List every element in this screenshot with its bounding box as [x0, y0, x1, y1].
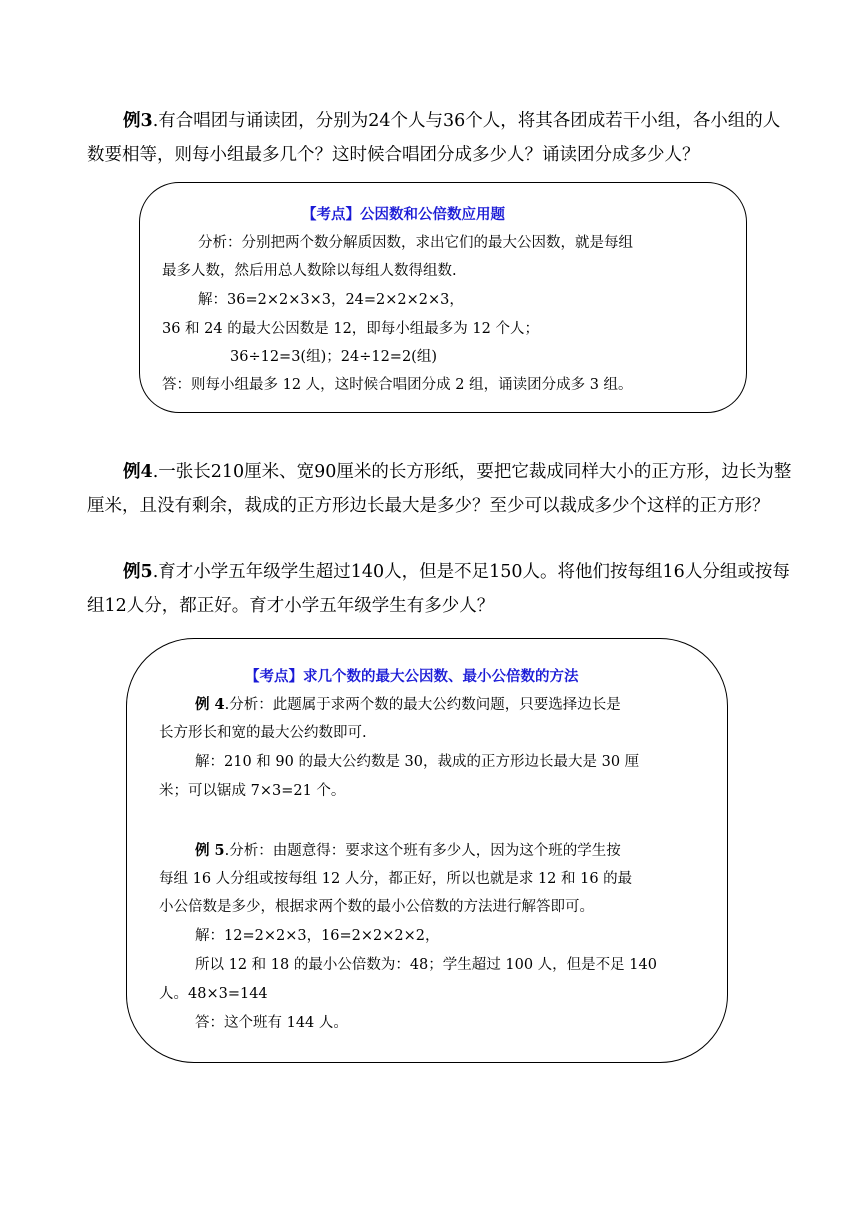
- example-4-question: [87, 455, 792, 523]
- box2-ex5-line-3: 小公倍数是多少，根据求两个数的最小公倍数的方法进行解答即可。: [159, 899, 594, 915]
- box2-ex5-line-1: 例 5.分析：由题意得：要求这个班有多少人，因为这个班的学生按: [195, 842, 621, 859]
- box2-ex4-line-4: 米；可以锯成 7×3=21 个。: [159, 783, 346, 799]
- example-4-label: 例4: [123, 462, 153, 482]
- box1-line-4: 36 和 24 的最大公因数是 12，即每小组最多为 12 个人；: [162, 321, 539, 337]
- answer-box-2: [126, 638, 728, 1063]
- box2-ex5-label: 例 5: [195, 842, 225, 859]
- example-5-line-2: 组12人分，都正好。育才小学五年级学生有多少人？: [87, 596, 495, 616]
- example-3-label: 例3: [123, 111, 153, 131]
- example-4-line-1: 例4.一张长210厘米、宽90厘米的长方形纸，要把它裁成同样大小的正方形，边长为整: [123, 462, 792, 482]
- example-3-question: [87, 104, 781, 172]
- example-4-line-2: 厘米，且没有剩余，裁成的正方形边长最大是多少？至少可以裁成多少个这样的正方形？: [87, 496, 770, 516]
- box1-line-3: 解：36=2×2×3×3，24=2×2×2×3，: [198, 292, 464, 308]
- box2-ex4-line-3: 解：210 和 90 的最大公约数是 30，裁成的正方形边长最大是 30 厘: [195, 754, 640, 770]
- box2-ex5-line-6: 人。48×3=144: [159, 986, 268, 1002]
- box2-ex4-label: 例 4: [195, 696, 225, 713]
- box1-line-2: 最多人数，然后用总人数除以每组人数得组数.: [162, 263, 457, 279]
- example-3-line-2: 数要相等，则每小组最多几个？这时候合唱团分成多少人？诵读团分成多少人？: [87, 145, 700, 165]
- box1-line-6: 答：则每小组最多 12 人，这时候合唱团分成 2 组，诵读团分成多 3 组。: [162, 377, 633, 393]
- box2-ex4-line-2: 长方形长和宽的最大公约数即可.: [159, 725, 367, 741]
- box1-line-5: 36÷12=3(组)；24÷12=2(组): [230, 349, 437, 365]
- example-5-question: [87, 555, 790, 623]
- example-5-line-1: 例5.育才小学五年级学生超过140人，但是不足150人。将他们按每组16人分组或按每: [123, 562, 790, 582]
- box2-ex5-line-5: 所以 12 和 18 的最小公倍数为：48；学生超过 100 人，但是不足 140: [195, 957, 657, 973]
- topic-heading-2: 【考点】求几个数的最大公因数、最小公倍数的方法: [245, 668, 579, 685]
- box2-ex5-line-7: 答：这个班有 144 人。: [195, 1015, 348, 1031]
- box2-ex5-line-2: 每组 16 人分组或按每组 12 人分，都正好，所以也就是求 12 和 16 的最: [159, 871, 633, 887]
- box1-line-1: 分析：分别把两个数分解质因数，求出它们的最大公因数，就是每组: [198, 235, 633, 251]
- box2-ex4-line-1: 例 4.分析：此题属于求两个数的最大公约数问题，只要选择边长是: [195, 696, 621, 713]
- answer-box-1: [139, 182, 747, 413]
- example-3-line-1: 例3.有合唱团与诵读团，分别为24个人与36个人，将其各团成若干小组，各小组的人: [123, 111, 781, 131]
- example-5-label: 例5: [123, 562, 153, 582]
- box2-ex5-line-4: 解：12=2×2×3，16=2×2×2×2，: [195, 928, 440, 944]
- topic-heading-1: 【考点】公因数和公倍数应用题: [302, 206, 505, 223]
